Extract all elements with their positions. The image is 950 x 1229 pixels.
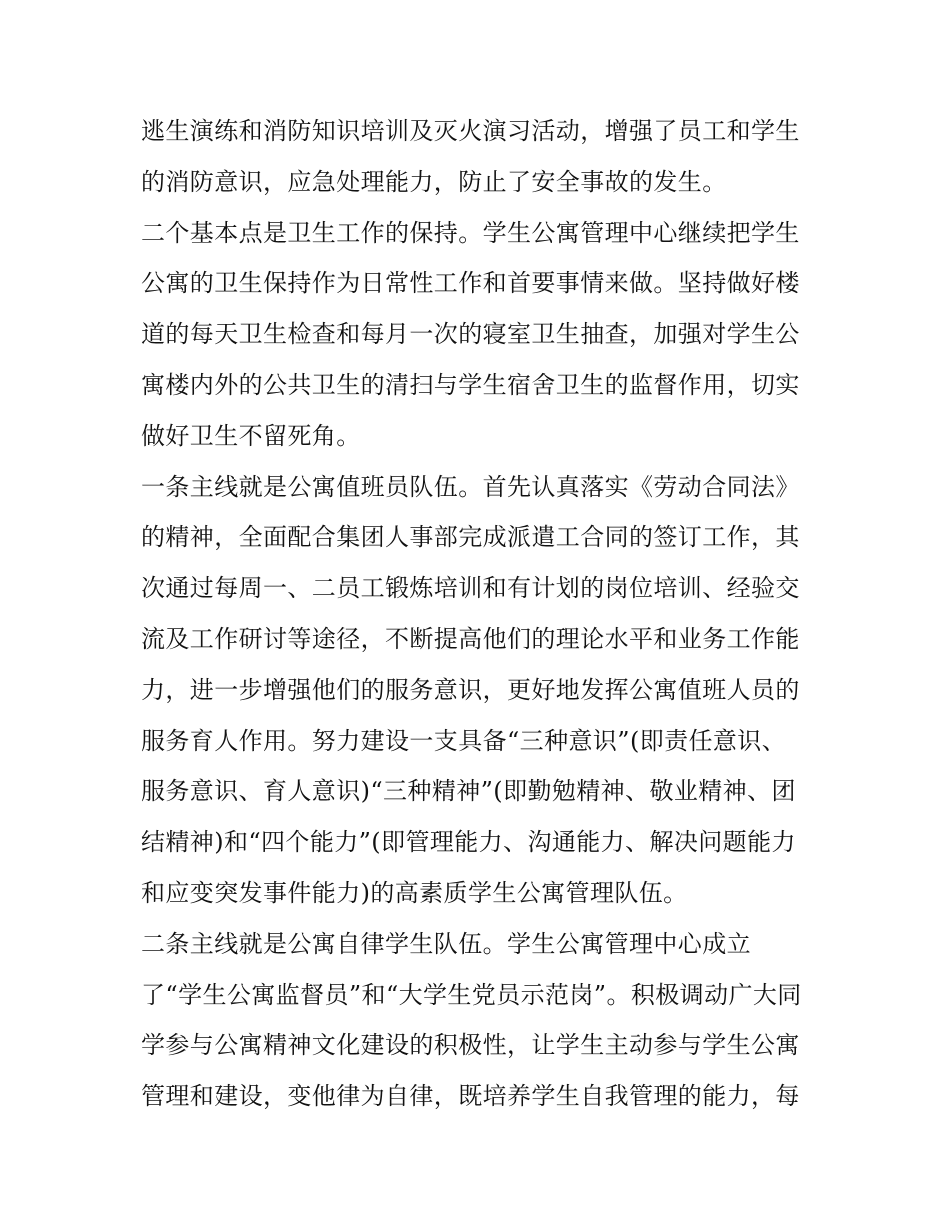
text-line: 的精神，全面配合集团人事部完成派遣工合同的签订工作，其 <box>141 523 800 552</box>
text-line: 的消防意识，应急处理能力，防止了安全事故的发生。 <box>141 167 727 196</box>
text-line: 服务意识、育人意识)“三种精神”(即勤勉精神、敬业精神、团 <box>141 777 796 806</box>
text-line: 和应变突发事件能力)的高素质学生公寓管理队伍。 <box>141 878 688 907</box>
text-line: 流及工作研讨等途径，不断提高他们的理论水平和业务工作能 <box>141 624 800 653</box>
text-line: 学参与公寓精神文化建设的积极性，让学生主动参与学生公寓 <box>141 1031 800 1060</box>
text-line: 了“学生公寓监督员”和“大学生党员示范岗”。积极调动广大同 <box>141 980 802 1009</box>
text-line: 管理和建设，变他律为自律，既培养学生自我管理的能力，每 <box>141 1082 800 1111</box>
text-line: 逃生演练和消防知识培训及灭火演习活动，增强了员工和学生 <box>141 117 800 145</box>
text-line: 结精神)和“四个能力”(即管理能力、沟通能力、解决问题能力 <box>141 828 796 857</box>
text-line: 服务育人作用。努力建设一支具备“三种意识”(即责任意识、 <box>141 726 787 755</box>
document-body <box>141 106 821 1122</box>
text-line: 做好卫生不留死角。 <box>141 421 361 450</box>
text-line: 二个基本点是卫生工作的保持。学生公寓管理中心继续把学生 <box>141 218 800 247</box>
text-line: 次通过每周一、二员工锻炼培训和有计划的岗位培训、经验交 <box>141 574 800 603</box>
text-line: 道的每天卫生检查和每月一次的寝室卫生抽查，加强对学生公 <box>141 320 800 349</box>
text-line: 公寓的卫生保持作为日常性工作和首要事情来做。坚持做好楼 <box>141 269 800 298</box>
text-line: 二条主线就是公寓自律学生队伍。学生公寓管理中心成立 <box>141 929 751 958</box>
text-line: 力，进一步增强他们的服务意识，更好地发挥公寓值班人员的 <box>141 675 800 704</box>
text-line: 一条主线就是公寓值班员队伍。首先认真落实《劳动合同法》 <box>141 472 800 501</box>
text-line: 寓楼内外的公共卫生的清扫与学生宿舍卫生的监督作用，切实 <box>141 370 800 399</box>
